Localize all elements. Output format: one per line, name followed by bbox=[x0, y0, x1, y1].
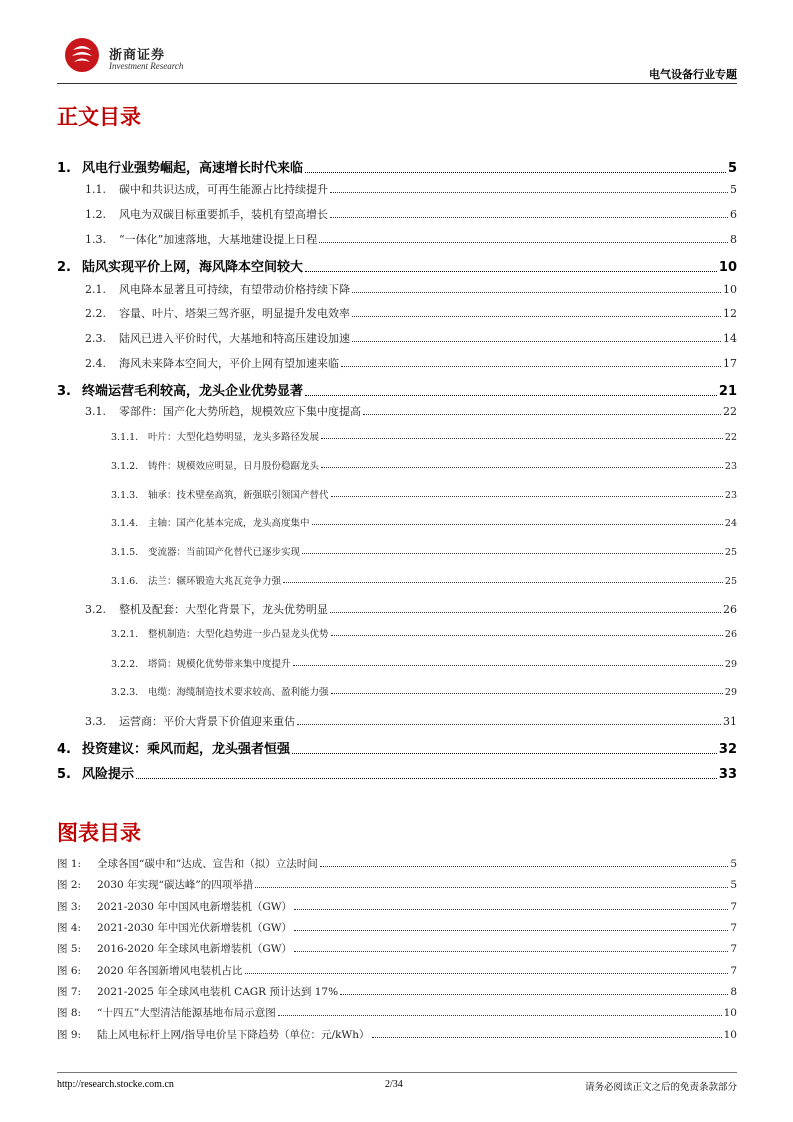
toc-entry-title: 陆风实现平价上网，海风降本空间较大 bbox=[82, 260, 304, 275]
toc-entry[interactable] bbox=[111, 656, 737, 670]
toc-entry-number: 2.3. bbox=[85, 332, 106, 345]
toc-entry-title: 整机制造：大型化趋势进一步凸显龙头优势 bbox=[148, 629, 329, 640]
toc-entry-number: 3.2.3. bbox=[111, 687, 139, 698]
dot-leader bbox=[321, 467, 723, 468]
footer-page-number: 2/34 bbox=[385, 1079, 403, 1090]
figure-entry-title: “十四五”大型清洁能源基地布局示意图 bbox=[97, 1007, 276, 1019]
dot-leader bbox=[294, 951, 728, 952]
toc-entry-title: “一体化”加速落地，大基地建设提上日程 bbox=[119, 233, 318, 246]
toc-entry-page: 26 bbox=[724, 629, 737, 640]
figure-entry-page: 7 bbox=[730, 965, 737, 977]
toc-entry-number: 3. bbox=[57, 384, 71, 399]
dot-leader bbox=[330, 192, 728, 193]
dot-leader bbox=[320, 866, 729, 867]
toc-entry-number: 3.1.4. bbox=[111, 518, 139, 529]
dot-leader bbox=[352, 316, 721, 317]
dot-leader bbox=[331, 496, 723, 497]
dot-leader bbox=[293, 665, 723, 666]
toc-entry[interactable] bbox=[85, 713, 737, 729]
figure-entry[interactable] bbox=[57, 899, 737, 914]
toc-entry-title: 塔筒：规模化优势带来集中度提升 bbox=[148, 659, 291, 670]
toc-entry-number: 1. bbox=[57, 161, 71, 176]
toc-entry-number: 3.1.1. bbox=[111, 432, 139, 443]
toc-entry[interactable] bbox=[85, 231, 737, 247]
dot-leader bbox=[331, 693, 723, 694]
toc-entry-number: 2.1. bbox=[85, 283, 106, 296]
figure-entry-title: 全球各国“碳中和”达成、宣告和（拟）立法时间 bbox=[97, 858, 318, 870]
toc-entry-page: 8 bbox=[730, 233, 737, 246]
figure-entry[interactable] bbox=[57, 1005, 737, 1020]
toc-entry[interactable] bbox=[57, 256, 737, 275]
toc-entry[interactable] bbox=[85, 181, 737, 197]
toc-entry[interactable] bbox=[111, 544, 737, 558]
toc-entry[interactable] bbox=[57, 763, 737, 782]
dot-leader bbox=[292, 753, 717, 754]
dot-leader bbox=[340, 994, 728, 995]
toc-entry-title: 风电降本显著且可持续，有望带动价格持续下降 bbox=[119, 283, 350, 296]
dot-leader bbox=[363, 414, 721, 415]
toc-entry[interactable] bbox=[57, 738, 737, 757]
figure-entry-title: 2021-2025 年全球风电装机 CAGR 预计达到 17% bbox=[97, 986, 339, 998]
toc-entry-title: 海风未来降本空间大，平价上网有望加速来临 bbox=[119, 357, 339, 370]
toc-entry-number: 3.2. bbox=[85, 603, 106, 616]
figure-entry-number: 图 5: bbox=[57, 943, 82, 955]
toc-entry-page: 17 bbox=[723, 357, 737, 370]
toc-entry[interactable] bbox=[111, 487, 737, 501]
toc-entry-page: 12 bbox=[723, 307, 737, 320]
toc-entry-number: 3.1.2. bbox=[111, 461, 139, 472]
figure-entry-page: 5 bbox=[730, 858, 737, 870]
dot-leader bbox=[255, 887, 728, 888]
figure-entry-number: 图 8: bbox=[57, 1007, 82, 1019]
toc-entry[interactable] bbox=[111, 684, 737, 698]
toc-entry-title: 运营商：平价大背景下价值迎来重估 bbox=[119, 715, 295, 728]
footer-disclaimer: 请务必阅读正文之后的免责条款部分 bbox=[584, 1082, 737, 1093]
toc-entry-number: 2.2. bbox=[85, 307, 106, 320]
figure-entry[interactable] bbox=[57, 984, 737, 999]
toc-entry[interactable] bbox=[85, 281, 737, 297]
toc-entry-number: 5. bbox=[57, 767, 71, 782]
toc-entry[interactable] bbox=[85, 206, 737, 222]
dot-leader bbox=[305, 271, 717, 272]
toc-entry-page: 25 bbox=[724, 576, 737, 587]
dot-leader bbox=[294, 930, 728, 931]
figure-entry-title: 陆上风电标杆上网/指导电价呈下降趋势（单位：元/kWh） bbox=[97, 1029, 370, 1041]
toc-entry-page: 22 bbox=[724, 432, 737, 443]
toc-entry[interactable] bbox=[57, 380, 737, 399]
toc-entry-title: 叶片：大型化趋势明显，龙头多路径发展 bbox=[148, 432, 320, 443]
toc-entry-page: 29 bbox=[724, 659, 737, 670]
toc-entry-number: 2. bbox=[57, 260, 71, 275]
dot-leader bbox=[330, 217, 728, 218]
toc-entry-title: 轴承：技术壁垒高筑，新强联引领国产替代 bbox=[148, 490, 329, 501]
toc-entry-page: 10 bbox=[723, 283, 737, 296]
toc-entry-number: 1.1. bbox=[85, 183, 106, 196]
dot-leader bbox=[294, 909, 728, 910]
figure-entry[interactable] bbox=[57, 877, 737, 892]
figure-entry-page: 7 bbox=[730, 922, 737, 934]
toc-entry-page: 21 bbox=[718, 384, 737, 399]
toc-entry-title: 碳中和共识达成，可再生能源占比持续提升 bbox=[119, 183, 328, 196]
figure-entry[interactable] bbox=[57, 941, 737, 956]
dot-leader bbox=[302, 553, 723, 554]
toc-entry-title: 法兰：辗环锻造大兆瓦竞争力强 bbox=[148, 576, 282, 587]
toc-entry-title: 整机及配套：大型化背景下，龙头优势明显 bbox=[119, 603, 328, 616]
toc-entry[interactable] bbox=[85, 330, 737, 346]
figure-entry-title: 2021-2030 年中国光伏新增装机（GW） bbox=[97, 922, 293, 934]
toc-entry-number: 3.2.1. bbox=[111, 629, 139, 640]
toc-entry[interactable] bbox=[111, 573, 737, 587]
toc-entry-page: 22 bbox=[723, 405, 737, 418]
figure-entry-number: 图 7: bbox=[57, 986, 82, 998]
toc-entry[interactable] bbox=[111, 626, 737, 640]
toc-entry[interactable] bbox=[57, 157, 737, 176]
toc-entry-page: 5 bbox=[730, 183, 737, 196]
toc-entry-number: 3.1. bbox=[85, 405, 106, 418]
dot-leader bbox=[297, 724, 721, 725]
toc-entry[interactable] bbox=[111, 515, 737, 529]
toc-entry-title: 风电为双碳目标重要抓手，装机有望高增长 bbox=[119, 208, 328, 221]
toc-entry-number: 1.3. bbox=[85, 233, 106, 246]
toc-entry-number: 3.3. bbox=[85, 715, 106, 728]
toc-entry-page: 24 bbox=[724, 518, 737, 529]
footer-url[interactable]: http://research.stocke.com.cn bbox=[57, 1079, 174, 1090]
dot-leader bbox=[319, 242, 728, 243]
toc-entry-page: 14 bbox=[723, 332, 737, 345]
toc-entry[interactable] bbox=[111, 429, 737, 443]
toc-entry-title: 风险提示 bbox=[82, 767, 135, 782]
toc-entry-page: 29 bbox=[724, 687, 737, 698]
figure-entry-number: 图 4: bbox=[57, 922, 82, 934]
toc-entry-page: 26 bbox=[723, 603, 737, 616]
figure-entry-number: 图 6: bbox=[57, 965, 82, 977]
toc-entry-title: 变流器：当前国产化替代已逐步实现 bbox=[148, 547, 301, 558]
dot-leader bbox=[278, 1015, 722, 1016]
toc-entry-page: 23 bbox=[724, 490, 737, 501]
toc-entry-page: 33 bbox=[718, 767, 737, 782]
dot-leader bbox=[245, 973, 729, 974]
toc-entry[interactable] bbox=[85, 403, 737, 419]
dot-leader bbox=[283, 582, 723, 583]
dot-leader bbox=[331, 635, 723, 636]
toc-entry-number: 4. bbox=[57, 742, 71, 757]
figures-heading: 图表目录 bbox=[57, 821, 141, 845]
figure-entry-page: 10 bbox=[723, 1029, 737, 1041]
toc-entry-number: 1.2. bbox=[85, 208, 106, 221]
toc-entry-title: 终端运营毛利较高，龙头企业优势显著 bbox=[82, 384, 304, 399]
figure-entry-number: 图 2: bbox=[57, 879, 82, 891]
dot-leader bbox=[352, 292, 721, 293]
toc-entry-page: 6 bbox=[730, 208, 737, 221]
toc-entry-page: 23 bbox=[724, 461, 737, 472]
toc-entry-number: 3.1.3. bbox=[111, 490, 139, 501]
toc-entry[interactable] bbox=[111, 458, 737, 472]
toc-entry-page: 31 bbox=[723, 715, 737, 728]
figure-entry-page: 5 bbox=[730, 879, 737, 891]
figure-entry-page: 7 bbox=[730, 943, 737, 955]
toc-entry-title: 电缆：海缆制造技术要求较高、盈利能力强 bbox=[148, 687, 329, 698]
toc-entry-title: 零部件：国产化大势所趋，规模效应下集中度提高 bbox=[119, 405, 361, 418]
toc-heading: 正文目录 bbox=[57, 105, 141, 129]
header-divider bbox=[57, 83, 737, 84]
figure-entry-number: 图 9: bbox=[57, 1029, 82, 1041]
toc-entry-page: 25 bbox=[724, 547, 737, 558]
toc-entry-title: 陆风已进入平价时代，大基地和特高压建设加速 bbox=[119, 332, 350, 345]
figure-entry[interactable] bbox=[57, 1027, 737, 1042]
dot-leader bbox=[352, 341, 721, 342]
dot-leader bbox=[305, 395, 717, 396]
figure-entry-page: 8 bbox=[730, 986, 737, 998]
figure-entry-title: 2021-2030 年中国风电新增装机（GW） bbox=[97, 901, 293, 913]
toc-entry-page: 5 bbox=[727, 161, 737, 176]
figure-entry-title: 2030 年实现“碳达峰”的四项举措 bbox=[97, 879, 254, 891]
toc-entry-title: 容量、叶片、塔架三驾齐驱，明显提升发电效率 bbox=[119, 307, 350, 320]
figure-entry[interactable] bbox=[57, 920, 737, 935]
dot-leader bbox=[330, 612, 721, 613]
toc-entry[interactable] bbox=[85, 601, 737, 617]
toc-entry-title: 主轴：国产化基本完成，龙头高度集中 bbox=[148, 518, 310, 529]
toc-entry-page: 10 bbox=[718, 260, 737, 275]
toc-entry-title: 风电行业强势崛起，高速增长时代来临 bbox=[82, 161, 304, 176]
toc-entry-title: 投资建议：乘风而起，龙头强者恒强 bbox=[82, 742, 291, 757]
toc-entry[interactable] bbox=[85, 355, 737, 371]
brand-subtitle: Investment Research bbox=[109, 61, 184, 71]
dot-leader bbox=[305, 172, 726, 173]
toc-entry-number: 2.4. bbox=[85, 357, 106, 370]
toc-entry-page: 32 bbox=[718, 742, 737, 757]
figure-entry-number: 图 1: bbox=[57, 858, 82, 870]
dot-leader bbox=[136, 778, 717, 779]
company-logo-icon bbox=[63, 36, 101, 74]
brand-name: 浙商证券 bbox=[109, 48, 166, 63]
figure-entry-page: 7 bbox=[730, 901, 737, 913]
dot-leader bbox=[341, 366, 721, 367]
figure-entry-title: 2016-2020 年全球风电新增装机（GW） bbox=[97, 943, 293, 955]
toc-entry-title: 铸件：规模效应明显，日月股份稳踞龙头 bbox=[148, 461, 320, 472]
dot-leader bbox=[321, 438, 723, 439]
figure-entry[interactable] bbox=[57, 856, 737, 871]
toc-entry-number: 3.1.5. bbox=[111, 547, 139, 558]
footer-divider bbox=[57, 1072, 737, 1073]
dot-leader bbox=[312, 524, 723, 525]
document-category: 电气设备行业专题 bbox=[649, 68, 737, 81]
toc-entry-number: 3.1.6. bbox=[111, 576, 139, 587]
toc-entry-number: 3.2.2. bbox=[111, 659, 139, 670]
figure-entry-page: 10 bbox=[723, 1007, 737, 1019]
page-header bbox=[57, 36, 737, 86]
figure-entry-number: 图 3: bbox=[57, 901, 82, 913]
figure-entry[interactable] bbox=[57, 963, 737, 978]
figure-entry-title: 2020 年各国新增风电装机占比 bbox=[97, 965, 243, 977]
toc-entry[interactable] bbox=[85, 305, 737, 321]
dot-leader bbox=[372, 1037, 722, 1038]
